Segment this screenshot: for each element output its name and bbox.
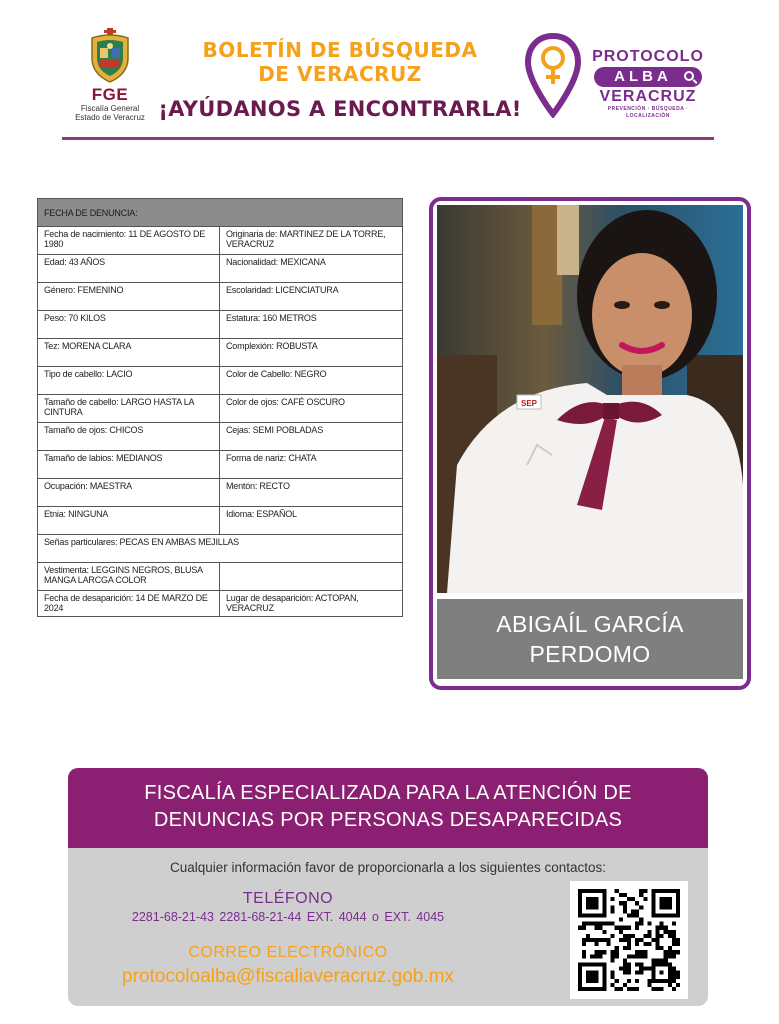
header xyxy=(0,0,779,150)
protocolo-alba-logo xyxy=(520,30,710,125)
person-photo xyxy=(437,205,743,593)
table-cell: Escolaridad: LICENCIATURA xyxy=(220,283,403,311)
table-cell: Color de Cabello: NEGRO xyxy=(220,367,403,395)
table-cell: Edad: 43 AÑOS xyxy=(38,255,220,283)
senas-particulares-cell: Señas particulares: PECAS EN AMBAS MEJILLAS xyxy=(38,535,403,563)
alba-tagline: PREVENCIÓN · BÚSQUEDA · LOCALIZACIÓN xyxy=(607,106,689,119)
bulletin-title-line-1: BOLETÍN DE BÚSQUEDA xyxy=(202,38,478,62)
table-cell: Tamaño de labios: MEDIANOS xyxy=(38,451,220,479)
veracruz-shield-icon xyxy=(86,28,134,84)
alba-text xyxy=(586,48,710,120)
table-cell: Fecha de nacimiento: 11 DE AGOSTO DE 1980 xyxy=(38,227,220,255)
table-cell: Nacionalidad: MEXICANA xyxy=(220,255,403,283)
fecha-desaparicion-cell: Fecha de desaparición: 14 DE MARZO DE 2024 xyxy=(38,591,220,617)
header-divider xyxy=(62,137,714,140)
table-cell: Originaria de: MARTINEZ DE LA TORRE, VERACRUZ xyxy=(220,227,403,255)
email-link[interactable]: protocoloalba@fiscaliaveracruz.gob.mx xyxy=(122,966,454,987)
table-cell: Idioma: ESPAÑOL xyxy=(220,507,403,535)
table-cell: Forma de nariz: CHATA xyxy=(220,451,403,479)
telefono-numbers: 2281-68-21-43 2281-68-21-44 EXT. 4044 o EXT. 4045 xyxy=(131,910,445,924)
table-cell: Etnia: NINGUNA xyxy=(38,507,220,535)
table-cell: Color de ojos: CAFÉ OSCURO xyxy=(220,395,403,423)
call-to-action: ¡AYÚDANOS A ENCONTRARLA! xyxy=(158,97,522,121)
table-cell: Complexión: ROBUSTA xyxy=(220,339,403,367)
table-cell: Cejas: SEMI POBLADAS xyxy=(220,423,403,451)
table-cell: Mentón: RECTO xyxy=(220,479,403,507)
fiscalia-line-1: FISCALÍA ESPECIALIZADA PARA LA ATENCIÓN DE xyxy=(144,782,632,804)
fiscalia-banner xyxy=(68,768,708,848)
fge-title: FGE xyxy=(91,85,129,104)
alba-name: ALBA xyxy=(614,68,672,85)
badge-text: SEP xyxy=(520,399,538,408)
contact-intro: Cualquier información favor de proporcionarla a los siguientes contactos: xyxy=(170,860,606,875)
telefono-label: TELÉFONO xyxy=(242,890,334,907)
table-cell: Tamaño de ojos: CHICOS xyxy=(38,423,220,451)
table-cell: Ocupación: MAESTRA xyxy=(38,479,220,507)
person-name-line-2: PERDOMO xyxy=(529,641,651,667)
vestimenta-right-cell xyxy=(220,563,403,591)
person-photo-card xyxy=(429,197,751,690)
fge-logo xyxy=(70,28,150,122)
lugar-desaparicion-cell: Lugar de desaparición: ACTOPAN, VERACRUZ xyxy=(220,591,403,617)
bulletin-title-line-2: DE VERACRUZ xyxy=(258,62,422,86)
contact-box xyxy=(68,848,708,1006)
magnifier-icon xyxy=(684,71,694,81)
person-name xyxy=(437,599,743,679)
table-cell: Tipo de cabello: LACIO xyxy=(38,367,220,395)
alba-protocolo-label: PROTOCOLO xyxy=(592,48,704,65)
table-cell: Tez: MORENA CLARA xyxy=(38,339,220,367)
fiscalia-line-2: DENUNCIAS POR PERSONAS DESAPARECIDAS xyxy=(153,809,623,831)
person-name-line-1: ABIGAÍL GARCÍA xyxy=(496,611,684,637)
bulletin-title-block xyxy=(150,38,530,122)
table-cell: Tamaño de cabello: LARGO HASTA LA CINTURA xyxy=(38,395,220,423)
location-pin-female-icon xyxy=(524,32,582,118)
table-cell: Peso: 70 KILOS xyxy=(38,311,220,339)
correo-label: CORREO ELECTRÓNICO xyxy=(188,944,388,961)
fge-subtitle-2: Estado de Veracruz xyxy=(75,113,145,122)
fecha-denuncia-cell: FECHA DE DENUNCIA: xyxy=(38,199,403,227)
alba-veracruz-label: VERACRUZ xyxy=(599,88,697,105)
table-cell: Género: FEMENINO xyxy=(38,283,220,311)
vestimenta-cell: Vestimenta: LEGGINS NEGROS, BLUSA MANGA LARCGA COLOR xyxy=(38,563,220,591)
alba-pill xyxy=(594,67,702,87)
qr-code-icon[interactable] xyxy=(570,881,688,999)
table-cell: Estatura: 160 METROS xyxy=(220,311,403,339)
person-details-table xyxy=(37,198,403,617)
fge-subtitle-1: Fiscalía General xyxy=(80,104,140,113)
